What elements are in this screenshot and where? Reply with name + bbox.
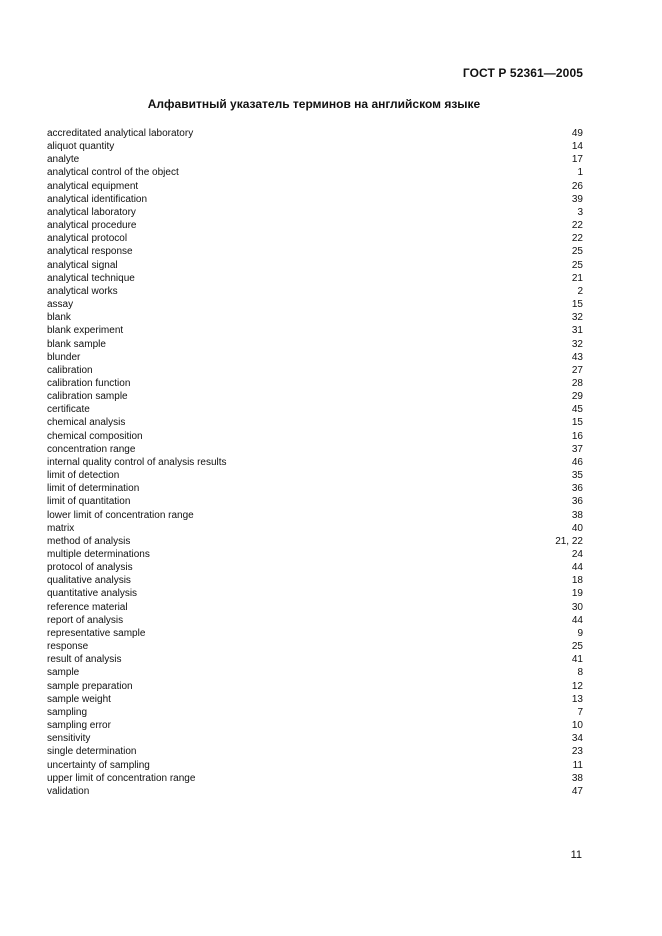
index-ref: 35: [571, 470, 583, 482]
index-term: limit of determination: [47, 483, 140, 495]
index-ref: 38: [571, 772, 583, 784]
index-entry: [47, 653, 583, 666]
index-entry: [47, 298, 583, 311]
index-ref: 15: [571, 417, 583, 429]
index-entry: [47, 324, 583, 337]
index-ref: 49: [571, 128, 583, 139]
index-ref: 34: [571, 733, 583, 745]
index-term: analytical signal: [47, 259, 118, 271]
index-ref: 25: [571, 246, 583, 258]
index-entry: [47, 338, 583, 351]
index-entry: [47, 232, 583, 245]
index-ref: 38: [571, 509, 583, 521]
index-entry: [47, 259, 583, 272]
index-term: calibration function: [47, 377, 131, 389]
index-ref: 40: [571, 522, 583, 534]
index-ref: 36: [571, 496, 583, 508]
index-ref: 21: [571, 272, 583, 284]
index-entry: [47, 719, 583, 732]
index-term: upper limit of concentration range: [47, 772, 196, 784]
index-term: analyte: [47, 154, 80, 166]
index-term: assay: [47, 299, 74, 311]
index-ref: 28: [571, 377, 583, 389]
index-term: matrix: [47, 522, 75, 534]
index-entry: [47, 469, 583, 482]
index-term: method of analysis: [47, 535, 131, 547]
index-ref: 1: [577, 167, 583, 179]
index-ref: 11: [572, 759, 583, 771]
index-entry: [47, 587, 583, 600]
index-entry: [47, 272, 583, 285]
index-term: response: [47, 641, 89, 653]
index-ref: 44: [571, 562, 583, 574]
index-term: validation: [47, 785, 90, 797]
index-ref: 32: [571, 312, 583, 324]
index-ref: 46: [571, 456, 583, 468]
index-ref: 13: [571, 693, 583, 705]
index-term: analytical protocol: [47, 233, 128, 245]
index-ref: 12: [571, 680, 583, 692]
index-entry: [47, 745, 583, 758]
index-entry: [47, 548, 583, 561]
index-ref: 45: [571, 404, 583, 416]
index-entry: [47, 772, 583, 785]
index-ref: 25: [571, 259, 583, 271]
index-term: concentration range: [47, 443, 136, 455]
index-entry: [47, 680, 583, 693]
index-ref: 17: [571, 154, 583, 166]
index-entry: [47, 351, 583, 364]
term-index-list: [47, 127, 583, 798]
index-ref: 25: [571, 641, 583, 653]
index-entry: [47, 377, 583, 390]
index-entry: [47, 206, 583, 219]
index-term: accreditated analytical laboratory: [47, 128, 194, 139]
index-term: analytical laboratory: [47, 206, 136, 218]
index-entry: [47, 574, 583, 587]
index-ref: 24: [571, 549, 583, 560]
index-ref: 21, 22: [555, 535, 583, 547]
index-entry: [47, 693, 583, 706]
index-ref: 18: [571, 575, 583, 587]
index-term: qualitative analysis: [47, 575, 131, 587]
index-term: analytical identification: [47, 193, 148, 205]
index-ref: 29: [571, 391, 583, 403]
index-entry: [47, 140, 583, 153]
index-term: sensitivity: [47, 733, 91, 745]
index-entry: [47, 416, 583, 429]
index-term: analytical procedure: [47, 220, 137, 232]
index-term: multiple determinations: [47, 549, 150, 560]
index-ref: 41: [571, 654, 583, 666]
index-entry: [47, 245, 583, 258]
index-entry: [47, 285, 583, 298]
index-term: calibration: [47, 364, 93, 376]
page-number: 11: [570, 849, 582, 861]
index-entry: [47, 522, 583, 535]
index-term: blunder: [47, 351, 81, 363]
index-ref: 31: [571, 325, 583, 337]
index-ref: 16: [571, 430, 583, 442]
index-entry: [47, 482, 583, 495]
index-ref: 22: [571, 233, 583, 245]
index-term: analytical works: [47, 285, 118, 297]
index-term: sampling: [47, 706, 88, 718]
index-term: result of analysis: [47, 654, 122, 666]
index-entry: [47, 601, 583, 614]
index-term: representative sample: [47, 627, 146, 639]
index-entry: [47, 311, 583, 324]
index-ref: 22: [571, 220, 583, 232]
index-term: analytical technique: [47, 272, 135, 284]
index-entry: [47, 627, 583, 640]
index-ref: 36: [571, 483, 583, 495]
index-term: reference material: [47, 601, 128, 613]
index-term: limit of detection: [47, 470, 120, 482]
index-ref: 3: [577, 206, 583, 218]
index-ref: 2: [577, 285, 583, 297]
index-entry: [47, 666, 583, 679]
index-term: analytical equipment: [47, 180, 139, 192]
index-ref: 47: [571, 785, 583, 797]
index-ref: 39: [571, 193, 583, 205]
index-entry: [47, 640, 583, 653]
index-ref: 37: [571, 443, 583, 455]
index-ref: 10: [571, 720, 583, 732]
index-term: single determination: [47, 746, 137, 758]
index-ref: 44: [571, 614, 583, 626]
index-term: blank sample: [47, 338, 106, 350]
index-term: report of analysis: [47, 614, 124, 626]
index-entry: [47, 127, 583, 140]
index-term: blank: [47, 312, 71, 324]
index-term: limit of quantitation: [47, 496, 131, 508]
index-ref: 19: [571, 588, 583, 600]
index-entry: [47, 509, 583, 522]
index-term: sample preparation: [47, 680, 133, 692]
index-entry: [47, 759, 583, 772]
index-ref: 8: [577, 667, 583, 679]
index-term: sampling error: [47, 720, 111, 732]
index-term: protocol of analysis: [47, 562, 133, 574]
index-entry: [47, 443, 583, 456]
document-code: ГОСТ Р 52361—2005: [462, 66, 583, 80]
index-ref: 23: [571, 746, 583, 758]
index-term: sample: [47, 667, 80, 679]
index-entry: [47, 193, 583, 206]
index-entry: [47, 535, 583, 548]
index-term: calibration sample: [47, 391, 128, 403]
index-entry: [47, 785, 583, 798]
index-entry: [47, 153, 583, 166]
index-ref: 27: [571, 364, 583, 376]
index-entry: [47, 495, 583, 508]
index-ref: 15: [571, 299, 583, 311]
index-ref: 9: [577, 627, 583, 639]
index-term: quantitative analysis: [47, 588, 138, 600]
page-title: Алфавитный указатель терминов на английском языке: [147, 97, 481, 111]
index-entry: [47, 166, 583, 179]
index-entry: [47, 219, 583, 232]
index-entry: [47, 561, 583, 574]
index-term: uncertainty of sampling: [47, 759, 150, 771]
index-ref: 30: [571, 601, 583, 613]
index-term: analytical control of the object: [47, 167, 179, 179]
index-term: chemical analysis: [47, 417, 126, 429]
index-term: sample weight: [47, 693, 111, 705]
index-term: certificate: [47, 404, 90, 416]
index-ref: 7: [577, 706, 583, 718]
index-term: internal quality control of analysis results: [47, 456, 227, 468]
index-entry: [47, 732, 583, 745]
index-term: blank experiment: [47, 325, 124, 337]
index-entry: [47, 456, 583, 469]
index-entry: [47, 430, 583, 443]
index-term: analytical response: [47, 246, 133, 258]
index-entry: [47, 614, 583, 627]
index-term: lower limit of concentration range: [47, 509, 194, 521]
index-term: aliquot quantity: [47, 141, 115, 153]
index-entry: [47, 706, 583, 719]
index-entry: [47, 403, 583, 416]
index-ref: 43: [571, 351, 583, 363]
index-entry: [47, 364, 583, 377]
index-term: chemical composition: [47, 430, 143, 442]
index-entry: [47, 390, 583, 403]
index-entry: [47, 180, 583, 193]
index-ref: 26: [571, 180, 583, 192]
index-ref: 32: [571, 338, 583, 350]
index-ref: 14: [571, 141, 583, 153]
